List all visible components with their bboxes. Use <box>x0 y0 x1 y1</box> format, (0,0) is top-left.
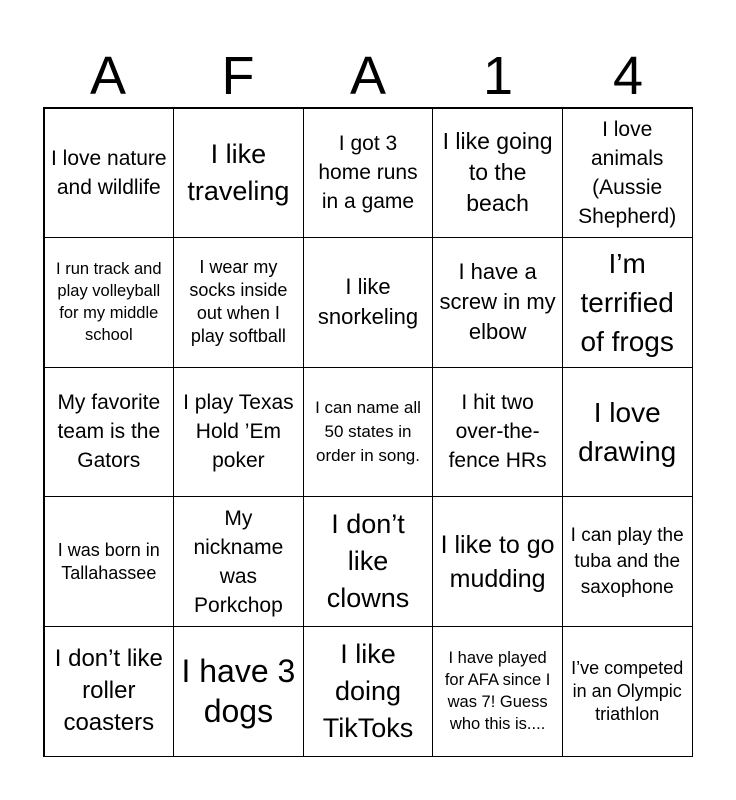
cell-text: I’m terrified of frogs <box>580 247 674 357</box>
cell-text: I run track and play volleyball for my middle school <box>56 260 162 345</box>
bingo-cell[interactable] <box>432 626 563 757</box>
cell-text: I’ve competed in an Olympic triathlon <box>571 657 684 724</box>
bingo-cell[interactable] <box>173 367 304 498</box>
bingo-cell[interactable] <box>303 237 434 368</box>
cell-text: I don’t like roller coasters <box>54 645 163 737</box>
cell-text: I like snorkeling <box>317 274 419 330</box>
bingo-cell[interactable] <box>44 496 175 627</box>
bingo-cell[interactable] <box>44 367 175 498</box>
cell-text: I have 3 dogs <box>181 653 296 730</box>
bingo-cell[interactable] <box>562 237 693 368</box>
bingo-cell[interactable] <box>562 367 693 498</box>
bingo-cell[interactable] <box>432 496 563 627</box>
cell-text: I hit two over-the-fence HRs <box>448 391 547 473</box>
cell-text: I have played for AFA since I was 7! Guess who this is.... <box>444 649 551 734</box>
cell-text: My favorite team is the Gators <box>57 391 161 473</box>
cell-text: I can name all 50 states in order in song. <box>315 397 421 465</box>
cell-text: I love drawing <box>578 396 677 467</box>
bingo-cell[interactable] <box>303 496 434 627</box>
bingo-cell[interactable] <box>432 108 563 239</box>
bingo-cell[interactable] <box>562 626 693 757</box>
cell-text: I wear my socks inside out when I play softball <box>189 257 288 347</box>
cell-text: I have a screw in my elbow <box>439 259 556 345</box>
bingo-cell[interactable] <box>432 367 563 498</box>
cell-text: I love nature and wildlife <box>51 146 167 199</box>
bingo-cell[interactable] <box>432 237 563 368</box>
bingo-header <box>43 44 693 108</box>
header-letter: F <box>221 46 255 106</box>
bingo-cell[interactable] <box>562 108 693 239</box>
bingo-cell[interactable] <box>173 108 304 239</box>
cell-text: I can play the tuba and the saxophone <box>570 524 684 598</box>
cell-text: I don’t like clowns <box>326 509 410 614</box>
cell-text: I was born in Tallahassee <box>57 539 160 583</box>
bingo-cell[interactable] <box>44 626 175 757</box>
cell-text: I like traveling <box>187 138 290 206</box>
bingo-cell[interactable] <box>44 237 175 368</box>
cell-text: I like going to the beach <box>442 128 553 217</box>
bingo-cell[interactable] <box>303 367 434 498</box>
bingo-board <box>43 107 693 757</box>
cell-text: I love animals (Aussie Shepherd) <box>578 117 677 228</box>
cell-text: I like to go mudding <box>440 530 555 593</box>
bingo-cell[interactable] <box>173 626 304 757</box>
bingo-cell[interactable] <box>44 108 175 239</box>
header-letter: 1 <box>482 46 514 106</box>
bingo-cell[interactable] <box>303 626 434 757</box>
cell-text: I got 3 home runs in a game <box>318 132 418 214</box>
cell-text: My nickname was Porkchop <box>193 506 284 617</box>
header-letter: 4 <box>612 46 644 106</box>
cell-text: I play Texas Hold ’Em poker <box>183 391 294 473</box>
header-letter: A <box>89 46 127 106</box>
cell-text: I like doing TikToks <box>322 638 414 743</box>
bingo-cell[interactable] <box>173 237 304 368</box>
bingo-cell[interactable] <box>562 496 693 627</box>
bingo-cell[interactable] <box>173 496 304 627</box>
bingo-cell[interactable] <box>303 108 434 239</box>
header-letter: A <box>349 46 387 106</box>
